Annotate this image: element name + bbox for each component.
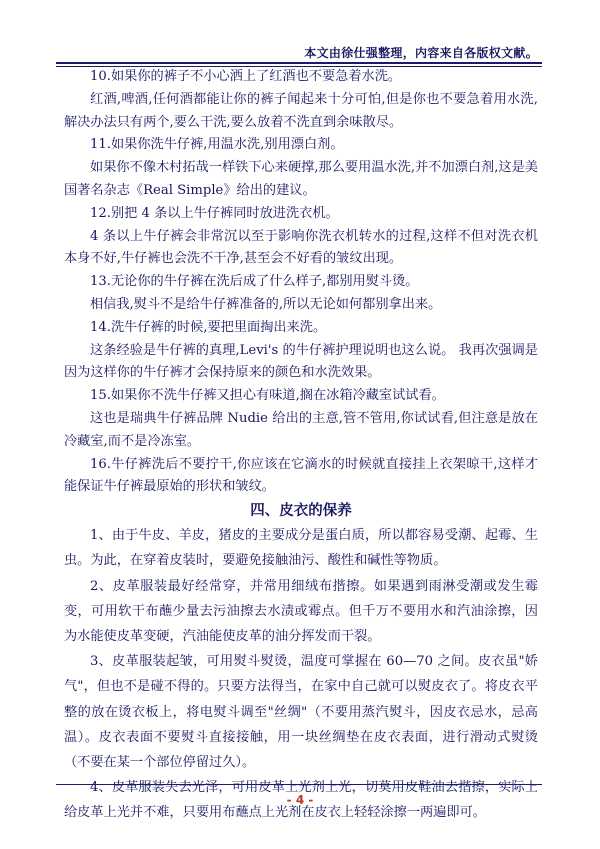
section-paragraph: 3、皮革服装起皱，可用熨斗熨烫，温度可掌握在 60—70 之间。皮衣虽"娇气"，但也不是碰不得的。只要方法得当，在家中自己就可以熨皮衣了。将皮衣平整的放在烫衣板上，将电熨斗调至"丝绸"（不要用蒸汽熨斗，因皮衣忌水，忌高温）。皮衣表面不要熨斗直接接触，用一块丝绸垫在皮衣表面，进行滑动式熨烫（不要在某一个部位停留过久）。 — [64, 654, 538, 770]
footer-rule — [56, 784, 542, 785]
body-paragraph: 4 条以上牛仔裤会非常沉以至于影响你洗衣机转水的过程,这样不但对洗衣机本身不好,牛仔裤也会洗不干净,甚至会不好看的皱纹出现。 — [64, 228, 538, 267]
section-paragraph: 2、皮革服装最好经常穿，并常用细绒布揩擦。如果遇到雨淋受潮或发生霉变，可用软干布蘸少量去污油擦去水渍或霉点。但千万不要用水和汽油涂擦，因为水能使皮革变硬，汽油能使皮革的油分挥发而干裂。 — [64, 578, 538, 644]
body-paragraph: 这也是瑞典牛仔裤品牌 Nudie 给出的主意,管不管用,你试试看,但注意是放在冷藏室,而不是冷冻室。 — [64, 410, 538, 449]
body-paragraph: 13.无论你的牛仔裤在洗后成了什么样子,都别用熨斗烫。 — [90, 274, 419, 290]
body-paragraph: 这条经验是牛仔裤的真理,Levi's 的牛仔裤护理说明也这么说。 我再次强调是因为这样你的牛仔裤才会保持原来的颜色和水洗效果。 — [64, 342, 538, 381]
header-text: 本文由徐仕强整理，内容来自各版权文献。 — [304, 46, 538, 60]
body-paragraph: 12.别把 4 条以上牛仔裤同时放进洗衣机。 — [90, 205, 339, 221]
section-paragraph: 4、皮革服装失去光泽，可用皮革上光剂上光，切莫用皮鞋油去揩擦，实际上给皮革上光并不难，只要用布蘸点上光剂在皮衣上轻轻涂擦一两遍即可。 — [64, 780, 538, 821]
body-paragraph: 相信我,熨斗不是给牛仔裤准备的,所以无论如何都别拿出来。 — [90, 296, 442, 312]
body-paragraph: 15.如果你不洗牛仔裤又担心有味道,搁在冰箱冷藏室试试看。 — [90, 388, 445, 404]
body-paragraph: 14.洗牛仔裤的时候,要把里面掏出来洗。 — [90, 319, 327, 335]
section-paragraph: 1、由于牛皮、羊皮，猪皮的主要成分是蛋白质，所以都容易受潮、起霉、生虫。为此，在穿着皮装时，要避免接触油污、酸性和碱性等物质。 — [64, 528, 538, 569]
body-paragraph: 如果你不像木村拓哉一样铁下心来硬撑,那么要用温水洗,并不加漂白剂,这是美国著名杂志《Real Simple》给出的建议。 — [64, 160, 538, 198]
header-rule — [56, 62, 542, 64]
document-body — [64, 66, 538, 826]
body-paragraph: 11.如果你洗牛仔裤,用温水洗,别用漂白剂。 — [90, 137, 344, 153]
section-title: 四、皮衣的保养 — [250, 503, 352, 520]
body-paragraph: 16.牛仔裤洗后不要拧干,你应该在它滴水的时候就直接挂上衣架晾干,这样才能保证牛仔裤最原始的形状和皱纹。 — [64, 456, 538, 495]
body-paragraph: 10.如果你的裤子不小心洒上了红酒也不要急着水洗。 — [90, 69, 402, 84]
body-paragraph: 红酒,啤酒,任何酒都能让你的裤子闻起来十分可怕,但是你也不要急着用水洗,解决办法只有两个,要么干洗,要么放着不洗直到余味散尽。 — [64, 91, 538, 130]
page-number: - 4 - — [286, 793, 314, 807]
